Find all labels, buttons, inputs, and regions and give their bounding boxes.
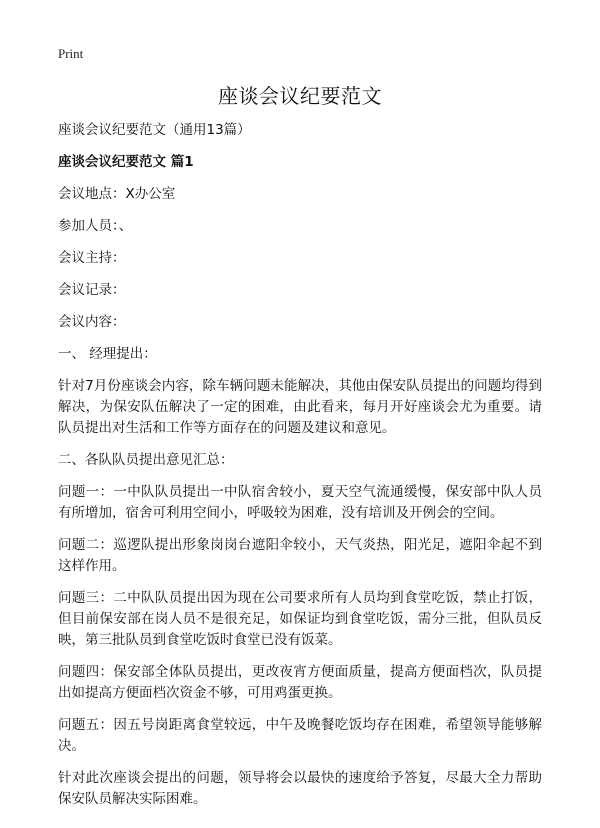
paragraph-issue-3: 问题三：二中队队员提出因为现在公司要求所有人员均到食堂吃饭，禁止打饭，但目前保安部在岗人员不是很充足，如保证均到食堂吃饭，需分三批，但队员反映，第三批队员到食堂吃饭时食堂已没有饭菜。 [58,590,542,648]
paragraph-issue-1: 问题一：一中队队员提出一中队宿舍较小，夏天空气流通缓慢，保安部中队人员有所增加，宿舍可利用空间小，呼吸较为困难，没有培训及开例会的空间。 [58,484,542,521]
meeting-location: 会议地点：X办公室 [58,186,176,202]
meeting-host: 会议主持： [58,250,126,266]
section-heading: 座谈会议纪要范文 篇1 [58,154,194,170]
paragraph-manager-heading: 一、 经理提出： [58,346,157,362]
meeting-content-label: 会议内容： [58,314,126,330]
document-subtitle: 座谈会议纪要范文（通用13篇） [58,122,251,138]
meeting-attendees: 参加人员：、 [58,218,133,234]
page-title: 座谈会议纪要范文 [218,84,382,108]
paragraph-issue-4: 问题四：保安部全体队员提出，更改夜宵方便面质量，提高方便面档次，队员提出如提高方便面档次资金不够，可用鸡蛋更换。 [58,664,542,701]
paragraph-conclusion: 针对此次座谈会提出的问题，领导将会以最快的速度给予答复，尽最大全力帮助保安队员解决实际困难。 [58,770,542,807]
paragraph-summary-heading: 二、各队队员提出意见汇总： [58,452,234,468]
meeting-recorder: 会议记录： [58,282,126,298]
paragraph-manager-remarks: 针对7月份座谈会内容，除车辆问题未能解决，其他由保安队员提出的问题均得到解决，为保安队伍解决了一定的困难，由此看来，每月开好座谈会尤为重要。请队员提出对生活和工作等方面存在的问题及建议和意见。 [58,378,542,436]
document-body [58,120,542,821]
paragraph-issue-2: 问题二：巡逻队提出形象岗岗台遮阳伞较小，天气炎热，阳光足，遮阳伞起不到这样作用。 [58,537,542,574]
print-link[interactable]: Print [58,46,84,61]
paragraph-issue-5: 问题五：因五号岗距离食堂较远，中午及晚餐吃饭均存在困难，希望领导能够解决。 [58,717,542,754]
